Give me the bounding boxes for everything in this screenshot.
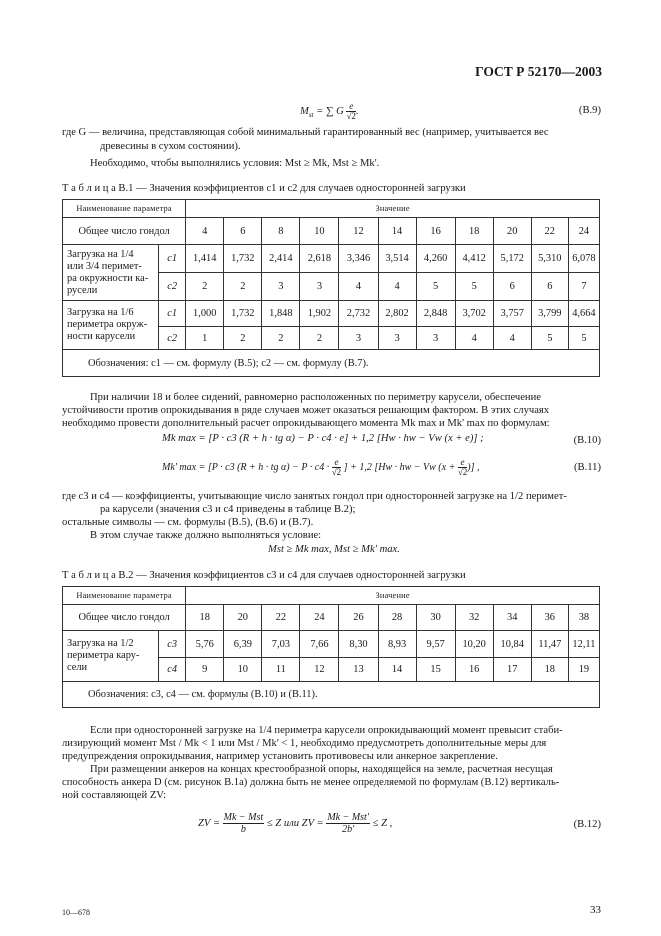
table1-group1-label: Загрузка на 1/4 или 3/4 перимет- ра окружности ка- русели <box>63 245 159 301</box>
table-cell: 5,76 <box>186 631 224 658</box>
table-cell: 2,618 <box>300 245 339 273</box>
table-cell: 7,03 <box>262 631 300 658</box>
table1-symbol: c2 <box>159 327 186 350</box>
table1-count: 24 <box>568 218 599 245</box>
table1-caption: Т а б л и ц а В.1 — Значения коэффициентов c1 и c2 для случаев односторонней загрузки <box>62 183 466 194</box>
table-cell: 2,732 <box>339 301 378 327</box>
table-cell: 18 <box>531 658 568 682</box>
table-cell: 19 <box>568 658 599 682</box>
table2-symbol: c4 <box>159 658 186 682</box>
table1-note: Обозначения: c1 — см. формулу (В.5); c2 — см. формулу (В.7). <box>63 350 600 377</box>
table-cell: 6 <box>531 273 568 301</box>
table-cell: 2 <box>224 273 262 301</box>
definition-g-line2: древесины в сухом состоянии). <box>100 141 241 152</box>
table1-group2-label: Загрузка на 1/6 периметра окруж- ности карусели <box>63 301 159 350</box>
table-cell: 10,20 <box>455 631 493 658</box>
table-cell: 2,802 <box>378 301 416 327</box>
table1-count: 14 <box>378 218 416 245</box>
table-cell: 13 <box>339 658 378 682</box>
table-cell: 15 <box>416 658 455 682</box>
document-header: ГОСТ Р 52170—2003 <box>475 64 602 79</box>
table1-symbol: c2 <box>159 273 186 301</box>
table-cell: 4,260 <box>416 245 455 273</box>
table-cell: 7,66 <box>300 631 339 658</box>
table2-caption: Т а б л и ц а В.2 — Значения коэффициентов c3 и c4 для случаев односторонней загрузки <box>62 570 466 581</box>
table1-count: 18 <box>455 218 493 245</box>
table-cell: 4 <box>493 327 531 350</box>
table1-count: 16 <box>416 218 455 245</box>
table-cell: 2 <box>300 327 339 350</box>
table-cell: 1,902 <box>300 301 339 327</box>
table-cell: 11 <box>262 658 300 682</box>
table1-count: 22 <box>531 218 568 245</box>
table-cell: 5,310 <box>531 245 568 273</box>
table1-count: 20 <box>493 218 531 245</box>
table-cell: 3 <box>300 273 339 301</box>
table-cell: 1,732 <box>224 245 262 273</box>
table2-count: 30 <box>416 605 455 631</box>
table-cell: 3,702 <box>455 301 493 327</box>
defs2-line3: остальные символы — см. формулы (В.5), (В.6) и (В.7). <box>62 517 314 528</box>
condition-1: Необходимо, чтобы выполнялись условия: Mst ≥ Mk, Mst ≥ Mk'. <box>90 158 380 169</box>
table2-count: 38 <box>568 605 599 631</box>
formula-b11: Mk' max = [P · c3 (R + h · tg α) − P · c4 · $\frac{e}{√2}$ ] + 1,2 [Hw · hw − Vw (x + $\frac{e}{√2}$ )] , <box>162 457 480 477</box>
table2-count: 22 <box>262 605 300 631</box>
table-cell: 7 <box>568 273 599 301</box>
para1-line1: При наличии 18 и более сидений, равномерно расположенных по периметру карусели, обеспечение <box>90 392 541 403</box>
table-cell: 10,84 <box>493 631 531 658</box>
formula-b10: Mk max = [P · c3 (R + h · tg α) − P · c4 · e] + 1,2 [Hw · hw − Vw (x + e)] ; <box>162 433 484 444</box>
para2-line1: Если при односторонней загрузке на 1/4 периметра карусели опрокидывающий момент превысит стаби- <box>90 725 563 736</box>
table1-count: 8 <box>262 218 300 245</box>
table1-count: 6 <box>224 218 262 245</box>
footer-code: 10—678 <box>62 908 90 917</box>
table-cell: 3,514 <box>378 245 416 273</box>
table-cell: 6,078 <box>568 245 599 273</box>
table-cell: 5 <box>568 327 599 350</box>
table-cell: 3 <box>416 327 455 350</box>
table2-count: 34 <box>493 605 531 631</box>
defs2-line1: где c3 и c4 — коэффициенты, учитывающие число занятых гондол при односторонней загрузке на 1/2 перимет- <box>62 491 567 502</box>
table-cell: 4,664 <box>568 301 599 327</box>
table-cell: 1,848 <box>262 301 300 327</box>
table-cell: 5 <box>416 273 455 301</box>
table-cell: 3,799 <box>531 301 568 327</box>
formula-b9: $M_{st}$ = ∑ G $\frac{e}{√2}$ . <box>300 101 359 121</box>
table1-count: 10 <box>300 218 339 245</box>
table2-group1-label: Загрузка на 1/2 периметра кару- сели <box>63 631 159 682</box>
table1-head-value: Значение <box>186 200 600 218</box>
formula-b9-number: (В.9) <box>578 105 601 116</box>
table-cell: 2 <box>186 273 224 301</box>
table-cell: 2,848 <box>416 301 455 327</box>
table-cell: 3,757 <box>493 301 531 327</box>
table-cell: 12 <box>300 658 339 682</box>
formula-b12: ZV = $\frac{\text{Mk − Mst}}{b}$ ≤ Z или ZV = $\frac{\text{Mk − Mst'}}{2b'}$ ≤ Z , <box>198 812 393 835</box>
para2-line2: лизирующий момент Mst / Mk < 1 или Mst / Mk' < 1, необходимо предусмотреть дополнительные меры для <box>62 738 547 749</box>
defs2-line4: В этом случае также должно выполняться условие: <box>90 530 322 541</box>
table2-count: 28 <box>378 605 416 631</box>
table1-symbol: c1 <box>159 245 186 273</box>
table-cell: 3 <box>378 327 416 350</box>
para2-line3: предупреждения опрокидывания, например установить противовесы или анкерное закрепление. <box>62 751 498 762</box>
table-cell: 16 <box>455 658 493 682</box>
table-cell: 5 <box>455 273 493 301</box>
table-cell: 4,412 <box>455 245 493 273</box>
table2-count: 26 <box>339 605 378 631</box>
table-cell: 9 <box>186 658 224 682</box>
table-cell: 11,47 <box>531 631 568 658</box>
table-cell: 3,346 <box>339 245 378 273</box>
table-cell: 8,30 <box>339 631 378 658</box>
table-cell: 14 <box>378 658 416 682</box>
table-cell: 12,11 <box>568 631 599 658</box>
table-cell: 2 <box>224 327 262 350</box>
table2-count: 18 <box>186 605 224 631</box>
table-cell: 1 <box>186 327 224 350</box>
table2-head-param: Наименование параметра <box>63 587 186 605</box>
table-b1 <box>62 199 600 377</box>
formula-b10-number: (В.10) <box>573 435 601 446</box>
para1-line2: устойчивости против опрокидывания в ряде случаев может оказаться решающим фактором. В этих случаях <box>62 405 550 416</box>
para3-line2: способность анкера D (см. рисунок В.1а) должна быть не менее определяемой по формулам (В.12) вертикаль- <box>62 777 560 788</box>
table1-count: 12 <box>339 218 378 245</box>
para3-line1: При размещении анкеров на концах крестообразной опоры, находящейся на земле, расчетная несущая <box>90 764 553 775</box>
table-cell: 3 <box>339 327 378 350</box>
page-number: 33 <box>590 904 601 916</box>
table2-symbol: c3 <box>159 631 186 658</box>
formula-b11-number: (В.11) <box>574 462 601 473</box>
table2-count: 20 <box>224 605 262 631</box>
table-cell: 4 <box>339 273 378 301</box>
formula-b12-number: (В.12) <box>573 819 601 830</box>
table2-row-label: Общее число гондол <box>63 605 186 631</box>
para1-line3: необходимо провести дополнительный расчет опрокидывающего момента Mk max и Mk' max по формулам: <box>62 418 550 429</box>
table-cell: 9,57 <box>416 631 455 658</box>
table-cell: 5,172 <box>493 245 531 273</box>
table1-symbol: c1 <box>159 301 186 327</box>
table-cell: 6 <box>493 273 531 301</box>
table-cell: 4 <box>455 327 493 350</box>
table1-head-param: Наименование параметра <box>63 200 186 218</box>
definition-g-line1: где G — величина, представляющая собой минимальный гарантированный вес (например, учитывается вес <box>62 127 549 138</box>
table-cell: 1,414 <box>186 245 224 273</box>
table2-count: 24 <box>300 605 339 631</box>
table-cell: 17 <box>493 658 531 682</box>
table-cell: 8,93 <box>378 631 416 658</box>
table-cell: 5 <box>531 327 568 350</box>
para3-line3: ной составляющей ZV: <box>62 790 167 801</box>
table-cell: 2,414 <box>262 245 300 273</box>
condition-2: Mst ≥ Mk max, Mst ≥ Mk' max. <box>268 544 400 555</box>
table2-count: 36 <box>531 605 568 631</box>
table-cell: 6,39 <box>224 631 262 658</box>
table-b2 <box>62 586 600 708</box>
table2-note: Обозначения: c3, c4 — см. формулы (В.10) и (В.11). <box>63 682 600 708</box>
defs2-line2: ра карусели (значения c3 и c4 приведены в таблице В.2); <box>100 504 356 515</box>
table-cell: 2 <box>262 327 300 350</box>
table2-head-value: Значение <box>186 587 600 605</box>
table-cell: 1,000 <box>186 301 224 327</box>
table1-row-label: Общее число гондол <box>63 218 186 245</box>
table-cell: 3 <box>262 273 300 301</box>
table2-count: 32 <box>455 605 493 631</box>
table-cell: 4 <box>378 273 416 301</box>
table1-count: 4 <box>186 218 224 245</box>
table-cell: 10 <box>224 658 262 682</box>
table-cell: 1,732 <box>224 301 262 327</box>
